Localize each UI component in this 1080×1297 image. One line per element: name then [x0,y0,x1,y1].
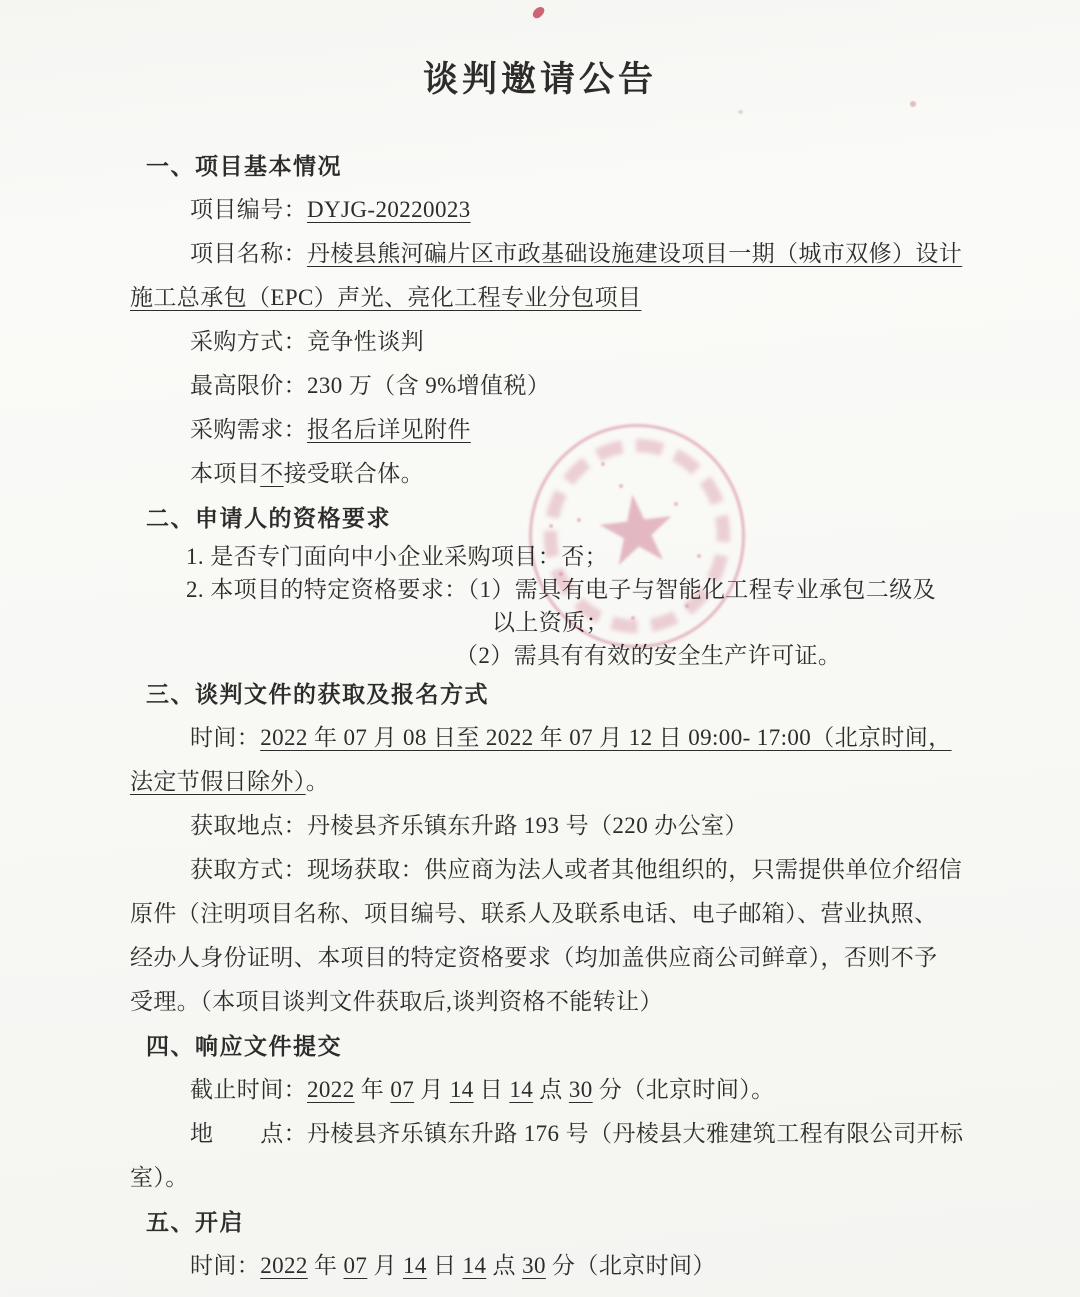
pickup-location-line: 获取地点：丹棱县齐乐镇东升路 193 号（220 办公室） [190,813,748,838]
qualification-item-3: （2）需具有有效的安全生产许可证。 [455,643,842,668]
section-3-heading: 三、谈判文件的获取及报名方式 [146,681,489,707]
submission-deadline-line: 截止时间：2022 年 07 月 14 日 14 点 30 分（北京时间）。 [190,1077,775,1102]
section-2-heading: 二、申请人的资格要求 [146,505,391,531]
qualification-item-2: 2. 本项目的特定资格要求：（1）需具有电子与智能化工程专业承包二级及 [186,577,936,602]
procurement-method-line: 采购方式：竞争性谈判 [190,329,424,354]
pickup-method-line-3: 经办人身份证明、本项目的特定资格要求（均加盖供应商公司鲜章），否则不予 [130,945,938,970]
section-5-heading: 五、开启 [146,1209,244,1235]
project-name-line-1: 项目名称：丹棱县熊河碥片区市政基础设施建设项目一期（城市双修）设计 [190,241,963,266]
section-4-heading: 四、响应文件提交 [146,1033,342,1059]
consortium-line: 本项目不接受联合体。 [190,461,425,486]
seal-star-icon: ★ [588,471,686,591]
qualification-item-2-cont: 以上资质； [492,610,609,635]
procurement-demand-line: 采购需求：报名后详见附件 [190,417,471,442]
price-cap-line: 最高限价：230 万（含 9%增值税） [190,373,551,398]
section-1-heading: 一、项目基本情况 [146,153,342,179]
page-title: 谈判邀请公告 [422,60,657,99]
doc-obtain-time-line-1: 时间：2022 年 07 月 08 日至 2022 年 07 月 12 日 09:00- 17:00（北京时间， [190,725,952,750]
qualification-item-1: 1. 是否专门面向中小企业采购项目：否； [186,544,608,569]
project-name-line-2: 施工总承包（EPC）声光、亮化工程专业分包项目 [130,285,642,310]
project-number-line: 项目编号：DYJG-20220023 [190,197,471,222]
pickup-method-line-1: 获取方式：现场获取：供应商为法人或者其他组织的，只需提供单位介绍信 [190,857,963,882]
doc-obtain-time-line-2: 法定节假日除外）。 [130,769,330,794]
submission-location-line-2: 室）。 [130,1165,189,1190]
opening-time-line: 时间：2022 年 07 月 14 日 14 点 30 分（北京时间） [190,1253,716,1278]
submission-location-line-1: 地 点：丹棱县齐乐镇东升路 176 号（丹棱县大雅建筑工程有限公司开标 [190,1121,964,1146]
pickup-method-line-4: 受理。（本项目谈判文件获取后,谈判资格不能转让） [130,989,663,1014]
pickup-method-line-2: 原件（注明项目名称、项目编号、联系人及联系电话、电子邮箱）、营业执照、 [130,901,938,926]
